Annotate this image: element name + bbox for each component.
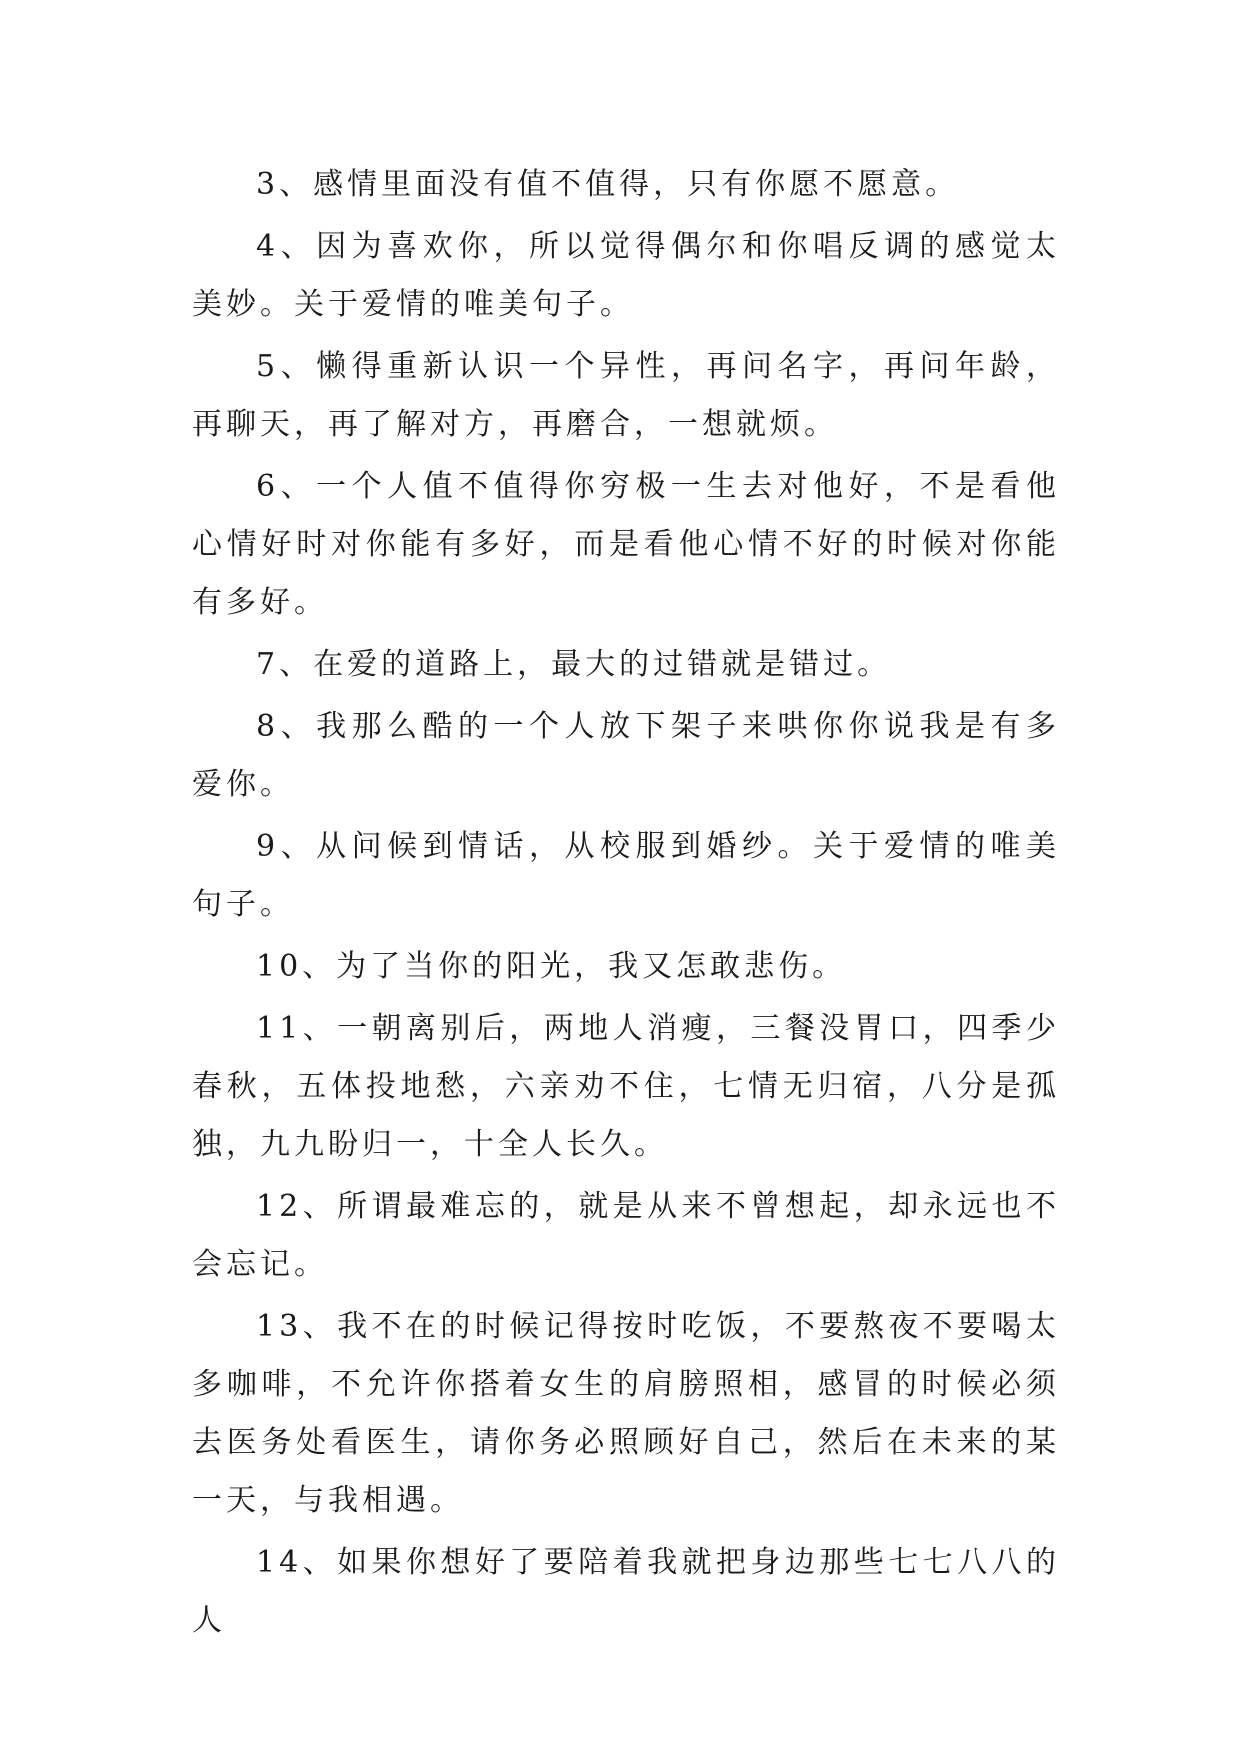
paragraph-6: 6、一个人值不值得你穷极一生去对他好，不是看他心情好时对你能有多好，而是看他心情不好的时候对你能有多好。 [192, 469, 1060, 620]
paragraph-7: 7、在爱的道路上，最大的过错就是错过。 [256, 647, 892, 682]
paragraph-4: 4、因为喜欢你，所以觉得偶尔和你唱反调的感觉太美妙。关于爱情的唯美句子。 [192, 229, 1060, 322]
paragraph-5: 5、懒得重新认识一个异性，再问名字，再问年龄，再聊天，再了解对方，再磨合，一想就烦。 [192, 349, 1060, 442]
paragraph-14: 14、如果你想好了要陪着我就把身边那些七七八八的人 [192, 1545, 1060, 1638]
paragraph-3: 3、感情里面没有值不值得，只有你愿不愿意。 [256, 167, 960, 202]
paragraph-9: 9、从问候到情话，从校服到婚纱。关于爱情的唯美句子。 [192, 829, 1060, 922]
paragraph-11: 11、一朝离别后，两地人消瘦，三餐没胃口，四季少春秋，五体投地愁，六亲劝不住，七情无归宿，八分是孤独，九九盼归一，十全人长久。 [192, 1011, 1060, 1162]
paragraph-12: 12、所谓最难忘的，就是从来不曾想起，却永远也不会忘记。 [192, 1189, 1060, 1282]
document-body [192, 156, 1060, 1654]
paragraph-10: 10、为了当你的阳光，我又怎敢悲伤。 [256, 949, 847, 984]
paragraph-13: 13、我不在的时候记得按时吃饭，不要熬夜不要喝太多咖啡，不允许你搭着女生的肩膀照相，感冒的时候必须去医务处看医生，请你务必照顾好自己，然后在未来的某一天，与我相遇。 [192, 1309, 1060, 1518]
paragraph-8: 8、我那么酷的一个人放下架子来哄你你说我是有多爱你。 [192, 709, 1060, 802]
